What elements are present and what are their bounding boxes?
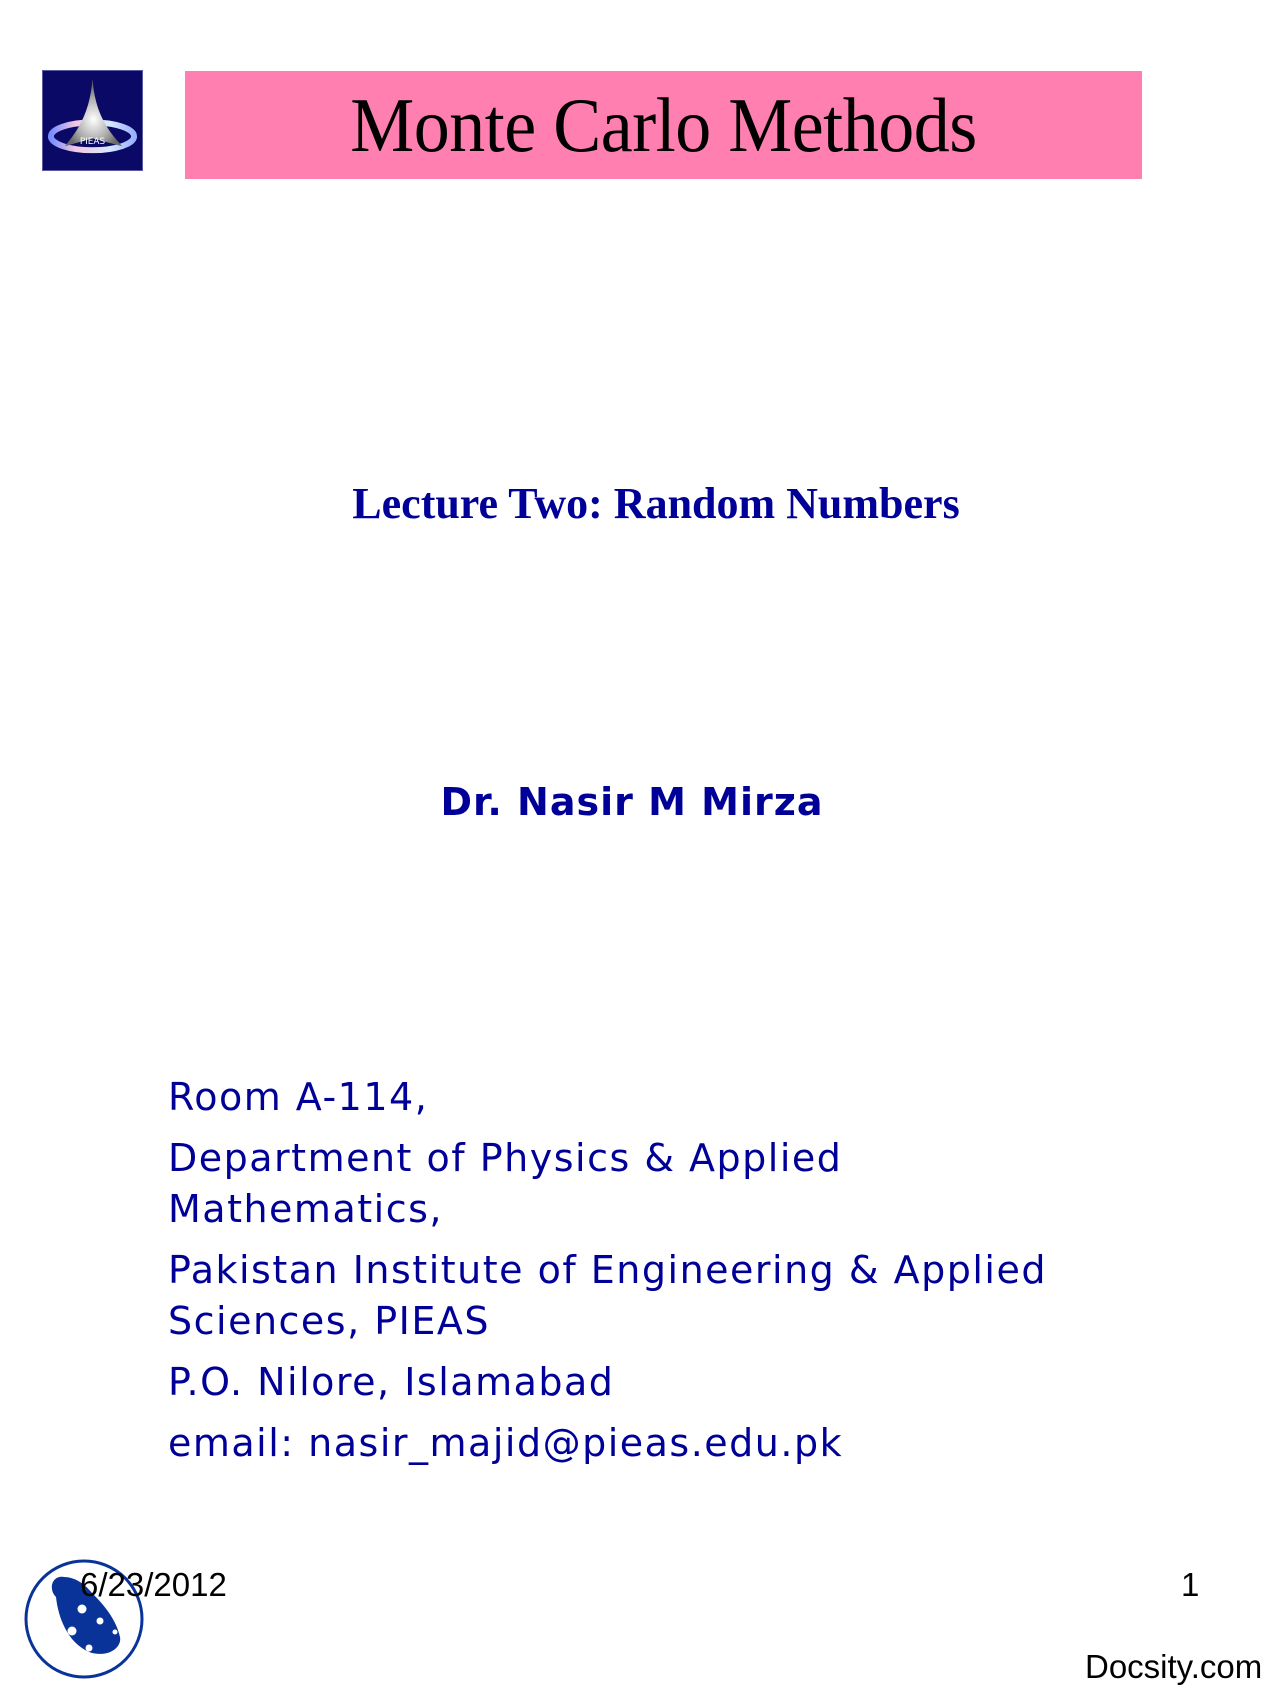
lecture-subtitle: Lecture Two: Random Numbers [352, 479, 960, 528]
title-banner [185, 71, 1142, 179]
address-line: Department of Physics & Applied [168, 1136, 843, 1180]
address-room [168, 1072, 1168, 1123]
address-line: Room A-114, [168, 1075, 429, 1119]
address-line: P.O. Nilore, Islamabad [168, 1360, 615, 1404]
docsity-watermark[interactable]: Docsity.com [1085, 1648, 1263, 1685]
address-line: Pakistan Institute of Engineering & Applied [168, 1248, 1047, 1292]
address-line: Sciences, PIEAS [168, 1299, 491, 1343]
address-block [168, 1072, 1168, 1479]
author-name: Dr. Nasir M Mirza [440, 780, 824, 824]
page-number: 1 [1181, 1566, 1200, 1603]
email-link[interactable]: email: nasir_majid@pieas.edu.pk [168, 1421, 844, 1465]
svg-text:PIEAS: PIEAS [79, 137, 106, 148]
slide-title: Monte Carlo Methods [350, 81, 977, 168]
address-department [168, 1133, 1168, 1235]
address-email [168, 1418, 1168, 1469]
pieas-logo-icon [42, 70, 143, 171]
address-institute [168, 1245, 1168, 1347]
address-line: Mathematics, [168, 1187, 443, 1231]
address-city [168, 1357, 1168, 1408]
footer-date: 6/23/2012 [80, 1566, 227, 1603]
